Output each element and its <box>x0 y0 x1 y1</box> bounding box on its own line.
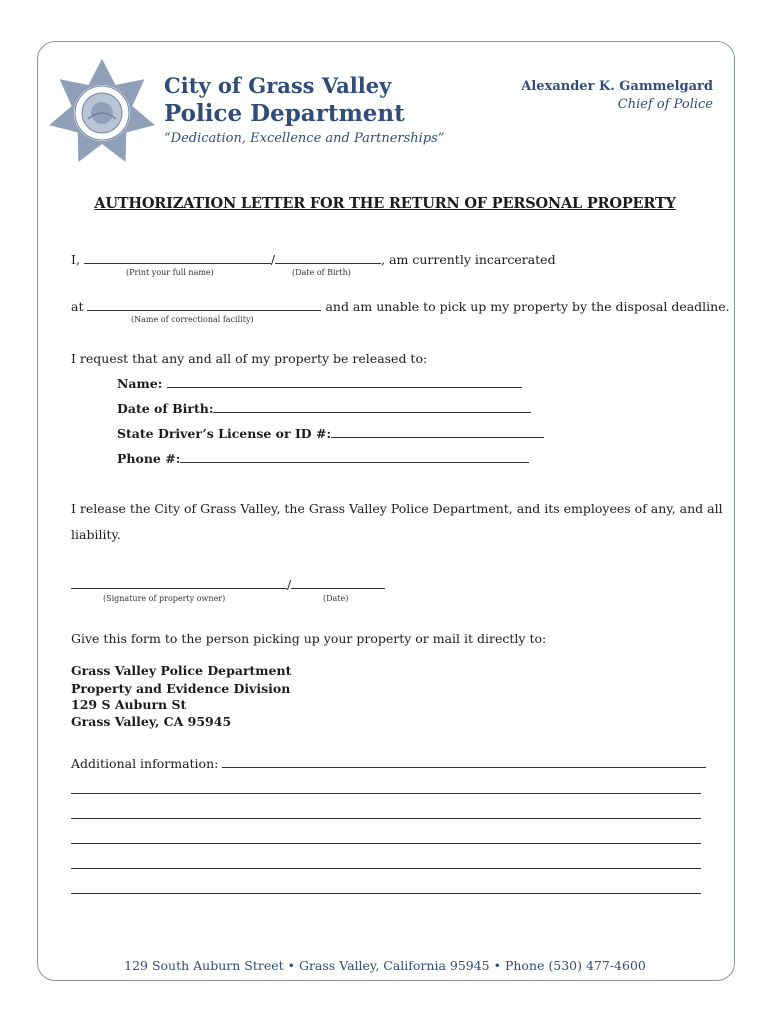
release-text-line2: liability. <box>71 527 121 542</box>
date-caption: (Date) <box>323 594 349 603</box>
additional-info-line[interactable] <box>71 868 701 869</box>
signature-field[interactable] <box>71 577 287 589</box>
signature-caption: (Signature of property owner) <box>103 594 226 603</box>
additional-info-line[interactable] <box>71 793 701 794</box>
additional-info-field[interactable] <box>222 756 706 768</box>
recipient-phone-label: Phone #: <box>117 451 181 466</box>
additional-info-line[interactable] <box>71 843 701 844</box>
recipient-license-row <box>117 426 544 441</box>
name-caption: (Print your full name) <box>126 268 214 277</box>
signature-row: / <box>71 577 385 592</box>
address-line-1: Grass Valley Police Department <box>71 663 292 678</box>
city-name: City of Grass Valley <box>164 73 392 98</box>
footer-contact: 129 South Auburn Street • Grass Valley, California 95945 • Phone (530) 477-4600 <box>124 958 646 973</box>
dob-caption: (Date of Birth) <box>292 268 351 277</box>
recipient-dob-label: Date of Birth: <box>117 401 214 416</box>
chief-title: Chief of Police <box>617 97 713 112</box>
recipient-license-field[interactable] <box>331 426 544 438</box>
recipient-license-label: State Driver’s License or ID #: <box>117 426 332 441</box>
police-star-badge-icon <box>44 55 160 171</box>
line2-prefix: at <box>71 299 84 314</box>
line1-suffix: , am currently incarcerated <box>381 252 556 267</box>
recipient-name-row <box>117 376 522 391</box>
recipient-name-field[interactable] <box>167 376 522 388</box>
release-text-line1: I release the City of Grass Valley, the Grass Valley Police Department, and its employees of any, and all <box>71 501 723 516</box>
address-line-3: 129 S Auburn St <box>71 697 187 712</box>
line2-suffix: and am unable to pick up my property by the disposal deadline. <box>325 299 730 314</box>
chief-name: Alexander K. Gammelgard <box>521 79 713 94</box>
additional-info-line[interactable] <box>71 818 701 819</box>
department-name: Police Department <box>164 100 405 127</box>
recipient-phone-field[interactable] <box>180 451 529 463</box>
department-motto: “Dedication, Excellence and Partnerships” <box>164 131 445 146</box>
recipient-phone-row <box>117 451 529 466</box>
additional-info-line[interactable] <box>71 893 701 894</box>
form-title: AUTHORIZATION LETTER FOR THE RETURN OF PERSONAL PROPERTY <box>94 195 676 212</box>
facility-field[interactable] <box>87 299 321 311</box>
signature-date-field[interactable] <box>291 577 385 589</box>
line1-prefix: I, <box>71 252 80 267</box>
recipient-name-label: Name: <box>117 376 163 391</box>
address-line-4: Grass Valley, CA 95945 <box>71 714 232 729</box>
address-line-2: Property and Evidence Division <box>71 681 291 696</box>
give-text: Give this form to the person picking up your property or mail it directly to: <box>71 631 547 646</box>
facility-caption: (Name of correctional facility) <box>131 315 254 324</box>
full-name-field[interactable] <box>84 252 271 264</box>
recipient-dob-row <box>117 401 531 416</box>
additional-info-row <box>71 756 706 771</box>
recipient-dob-field[interactable] <box>213 401 531 413</box>
request-text: I request that any and all of my property be released to: <box>71 351 428 366</box>
date-of-birth-field[interactable] <box>275 252 381 264</box>
additional-info-label: Additional information: <box>71 756 219 771</box>
line1: I, / , am currently incarcerated <box>71 252 556 267</box>
line2 <box>71 299 730 314</box>
